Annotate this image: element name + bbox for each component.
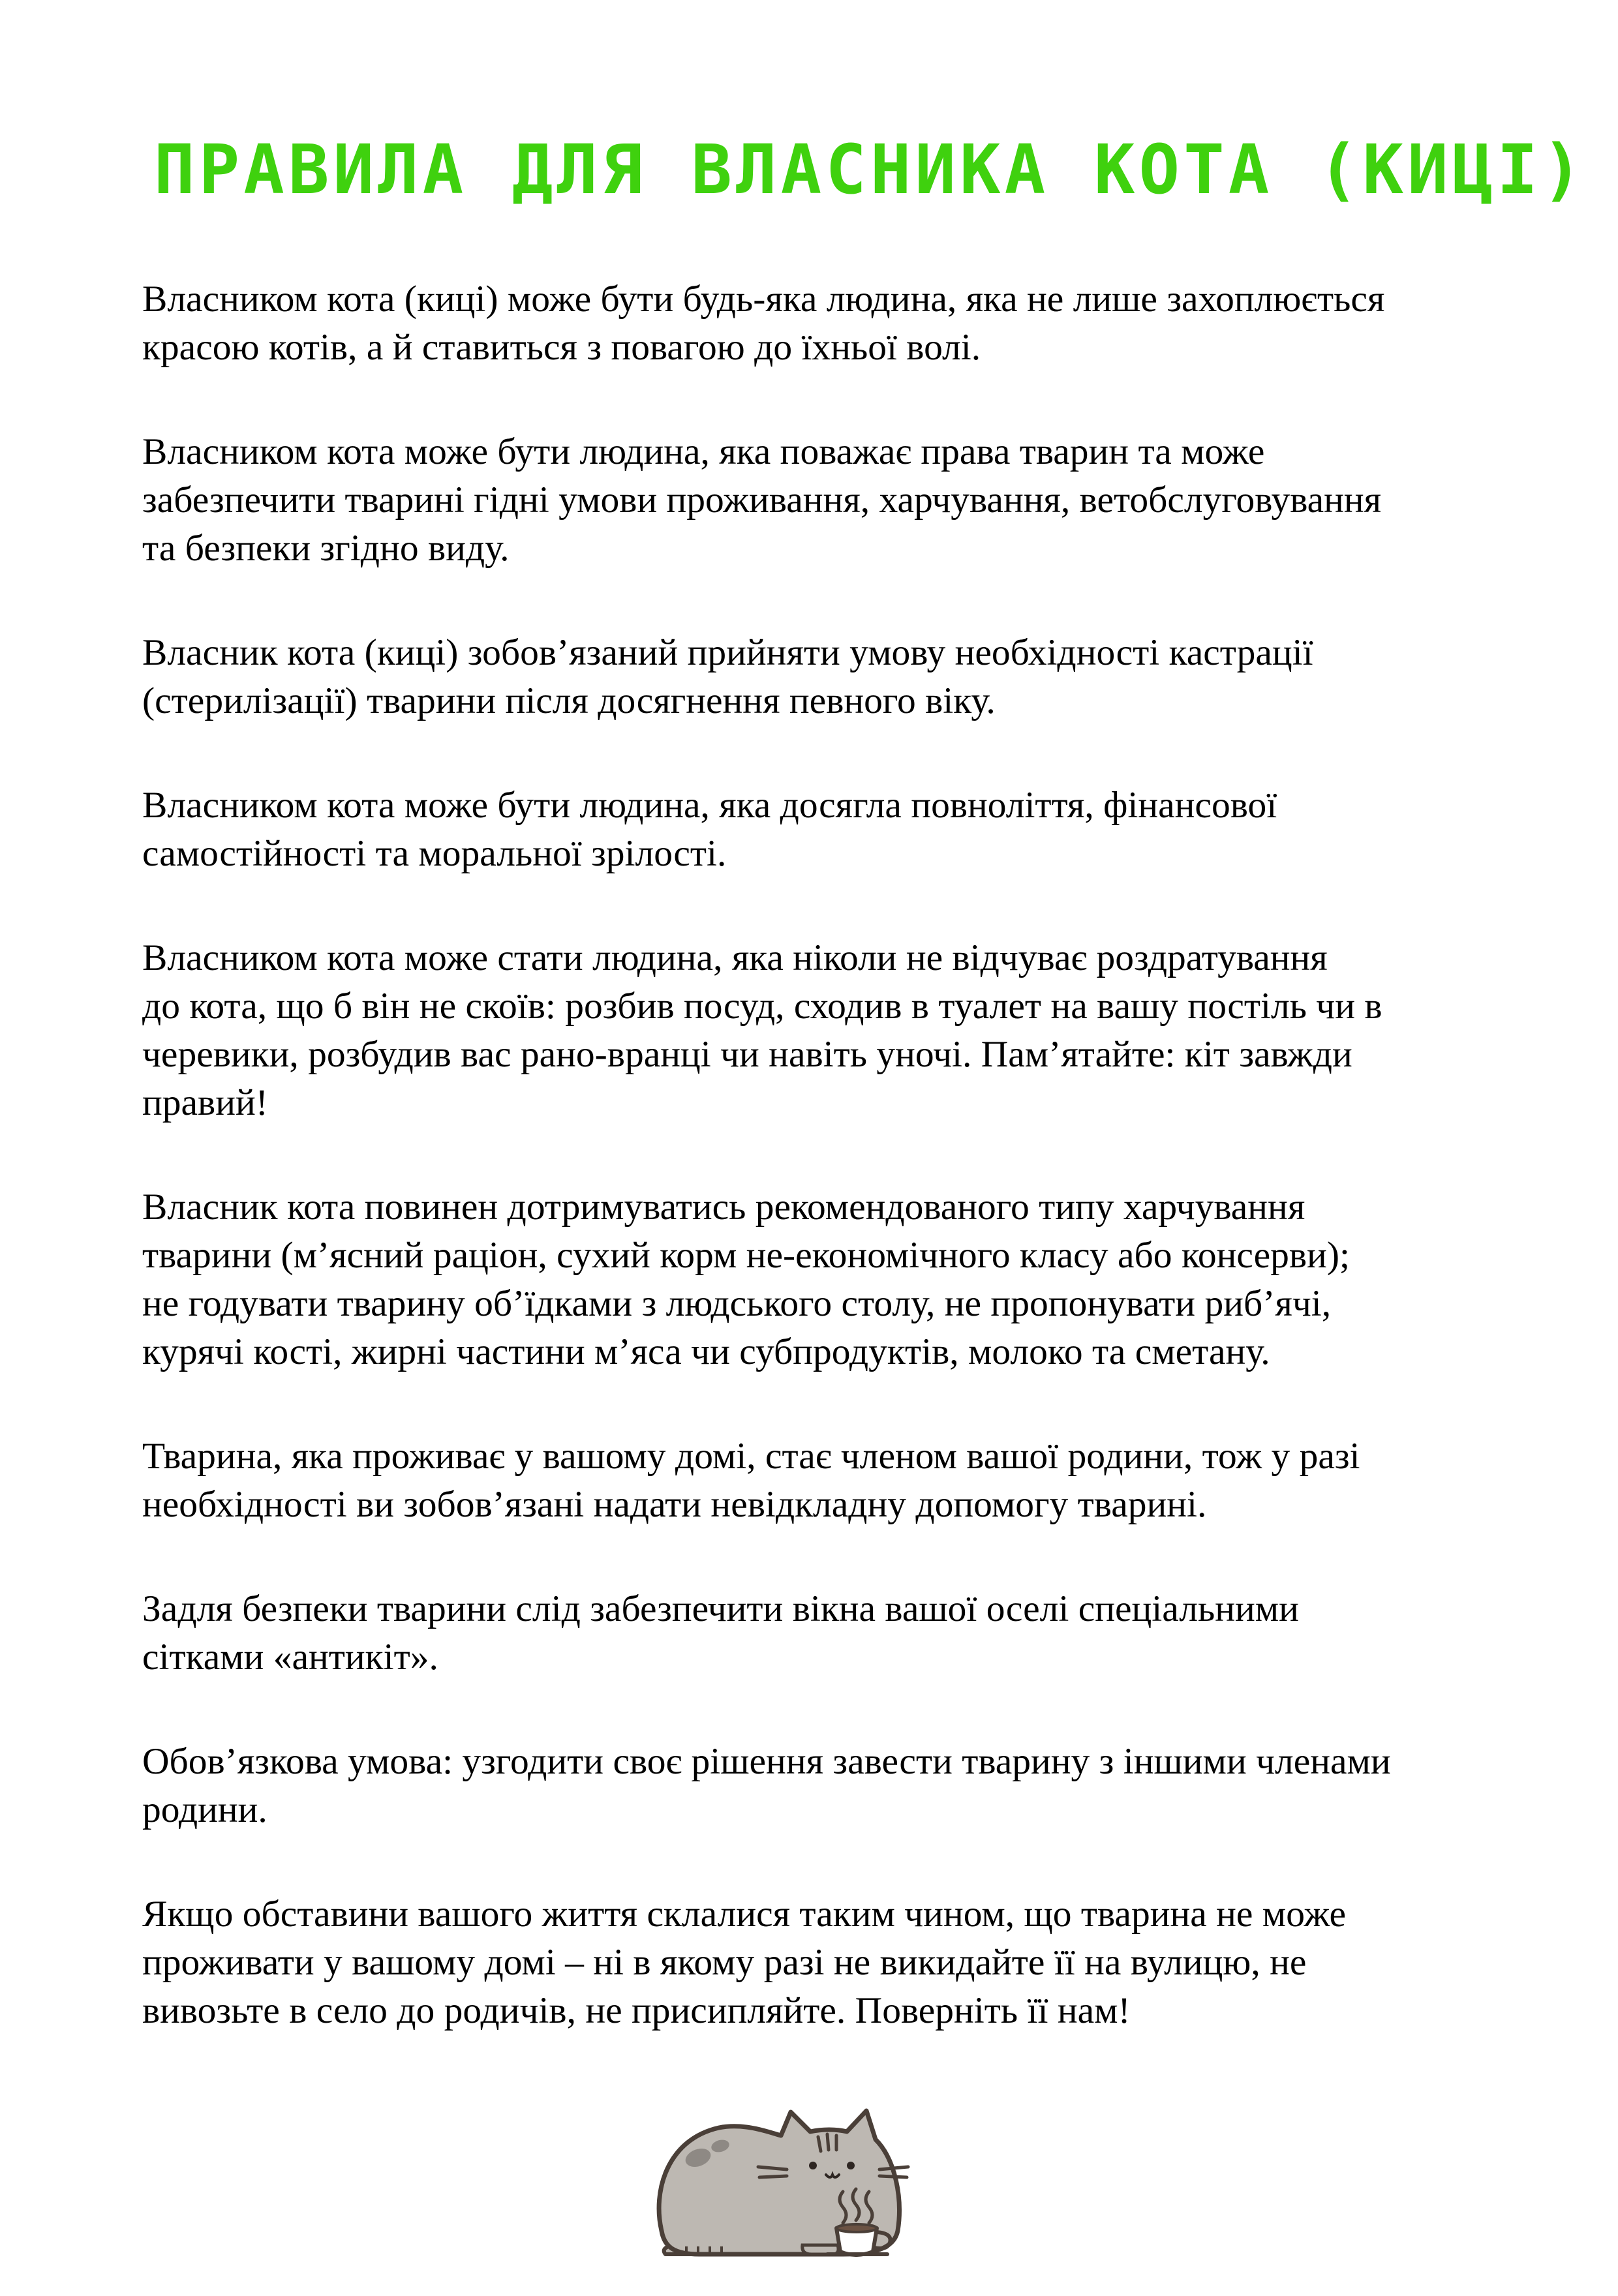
rule-paragraph-5: Власником кота може стати людина, яка ніколи не відчуває роздратування до кота, що б він не скоїв: розбив посуд, сходив в туалет на вашу постіль чи в черевики, розбудив вас рано-вранці чи навіть уночі. Пам’ятайте: кіт завжди правий! — [142, 937, 1382, 1123]
page-title: ПРАВИЛА ДЛЯ ВЛАСНИКА КОТА (КИЦІ) — [154, 130, 1587, 209]
cat-with-coffee-cup-icon — [647, 2094, 960, 2257]
rule-paragraph-6: Власник кота повинен дотримуватись рекомендованого типу харчування тварини (м’ясний раціон, сухий корм не-економічного класу або консерви); не годувати тварину об’їдками з людського столу, не пропонувати риб’ячі, курячі кості, жирні частини м’яса чи субпродуктів, молоко та сметану. — [142, 1186, 1350, 1372]
rule-paragraph-3: Власник кота (киці) зобов’язаний прийняти умову необхідності кастрації (стерилізації) тварини після досягнення певного віку. — [142, 632, 1313, 721]
rule-paragraph-7: Тварина, яка проживає у вашому домі, стає членом вашої родини, тож у разі необхідності ви зобов’язані надати невідкладну допомогу тварині. — [142, 1436, 1360, 1525]
rules-body — [142, 275, 1532, 2091]
rule-paragraph-1: Власником кота (киці) може бути будь-яка людина, яка не лише захоплюється красою котів, а й ставиться з повагою до їхньої волі. — [142, 279, 1385, 368]
rule-paragraph-9: Обов’язкова умова: узгодити своє рішення завести тварину з іншими членами родини. — [142, 1741, 1391, 1830]
rule-paragraph-10: Якщо обставини вашого життя склалися таким чином, що тварина не може проживати у вашому домі – ні в якому разі не викидайте її на вулицю, не вивозьте в село до родичів, не присипляйте. Поверніть її нам! — [142, 1894, 1346, 2031]
rule-paragraph-8: Задля безпеки тварини слід забезпечити вікна вашої оселі спеціальними сітками «антикіт». — [142, 1588, 1299, 1678]
rule-paragraph-2: Власником кота може бути людина, яка поважає права тварин та може забезпечити тварині гідні умови проживання, харчування, ветобслуговування та безпеки згідно виду. — [142, 431, 1382, 569]
rule-paragraph-4: Власником кота може бути людина, яка досягла повноліття, фінансової самостійності та моральної зрілості. — [142, 785, 1277, 874]
